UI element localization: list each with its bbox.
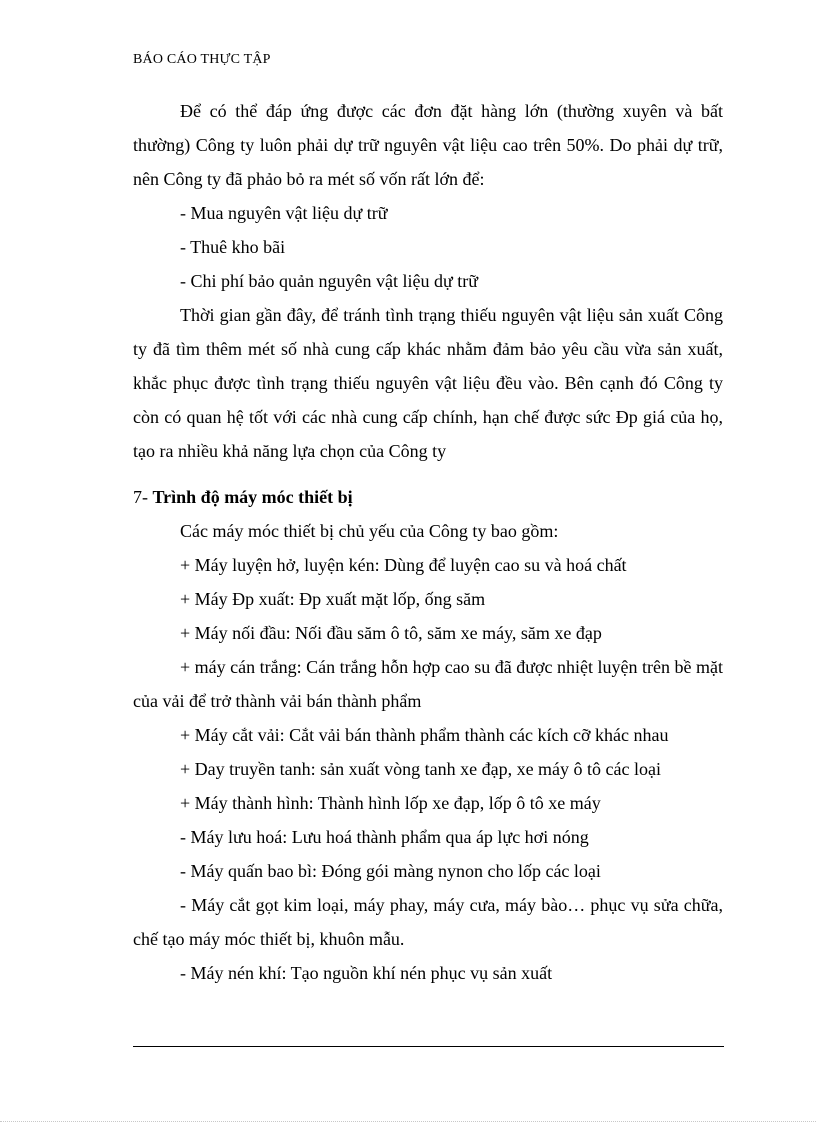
page-header-title: BÁO CÁO THỰC TẬP bbox=[133, 52, 271, 67]
footer-divider bbox=[133, 1046, 724, 1047]
reserve-item: - Chi phí bảo quản nguyên vật liệu dự trữ bbox=[180, 271, 478, 291]
equipment-item: - Máy nén khí: Tạo nguồn khí nén phục vụ sản xuất bbox=[180, 963, 553, 983]
section-title: Trình độ máy móc thiết bị bbox=[152, 487, 353, 507]
section-number: 7- bbox=[133, 487, 148, 507]
equipment-item: + Máy nối đầu: Nối đầu săm ô tô, săm xe máy, săm xe đạp bbox=[180, 623, 602, 643]
equipment-item: - Máy cắt gọt kim loại, máy phay, máy cưa, máy bào… phục vụ sửa chữa, chế tạo máy móc thiết bị, khuôn mẫu. bbox=[133, 895, 723, 949]
equipment-item: + Máy cắt vải: Cắt vải bán thành phẩm thành các kích cỡ khác nhau bbox=[180, 725, 669, 745]
equipment-item: + Máy thành hình: Thành hình lốp xe đạp, lốp ô tô xe máy bbox=[180, 793, 601, 813]
section-intro: Các máy móc thiết bị chủ yếu của Công ty bao gồm: bbox=[180, 521, 559, 541]
equipment-item: - Máy quấn bao bì: Đóng gói màng nynon cho lốp các loại bbox=[180, 861, 601, 881]
document-body bbox=[133, 94, 723, 990]
reserve-item: - Mua nguyên vật liệu dự trữ bbox=[180, 203, 388, 223]
equipment-item: + Day truyền tanh: sản xuất vòng tanh xe đạp, xe máy ô tô các loại bbox=[180, 759, 662, 779]
section-heading bbox=[133, 480, 723, 514]
reserve-item: - Thuê kho bãi bbox=[180, 237, 286, 257]
equipment-item: + máy cán trắng: Cán trắng hỗn hợp cao su đã được nhiệt luyện trên bề mặt của vải để trở thành vải bán thành phẩm bbox=[133, 657, 723, 711]
recent-paragraph: Thời gian gần đây, để tránh tình trạng thiếu nguyên vật liệu sản xuất Công ty đã tìm thêm mét số nhà cung cấp khác nhằm đảm bảo yêu cầu vừa sản xuất, khắc phục được tình trạng thiếu nguyên vật liệu đều vào. Bên cạnh đó Công ty còn có quan hệ tốt với các nhà cung cấp chính, hạn chế được sức Ðp giá của họ, tạo ra nhiều khả năng lựa chọn của Công ty bbox=[133, 305, 723, 461]
page-edge-divider bbox=[0, 1121, 816, 1122]
equipment-item: + Máy luyện hở, luyện kén: Dùng để luyện cao su và hoá chất bbox=[180, 555, 627, 575]
equipment-item: + Máy Ðp xuất: Ðp xuất mặt lốp, ống săm bbox=[180, 589, 486, 609]
equipment-item: - Máy lưu hoá: Lưu hoá thành phẩm qua áp lực hơi nóng bbox=[180, 827, 589, 847]
intro-paragraph: Để có thể đáp ứng được các đơn đặt hàng lớn (thường xuyên và bất thường) Công ty luôn phải dự trữ nguyên vật liệu cao trên 50%. Do phải dự trữ, nên Công ty đã phảo bỏ ra mét số vốn rất lớn để: bbox=[133, 101, 723, 189]
